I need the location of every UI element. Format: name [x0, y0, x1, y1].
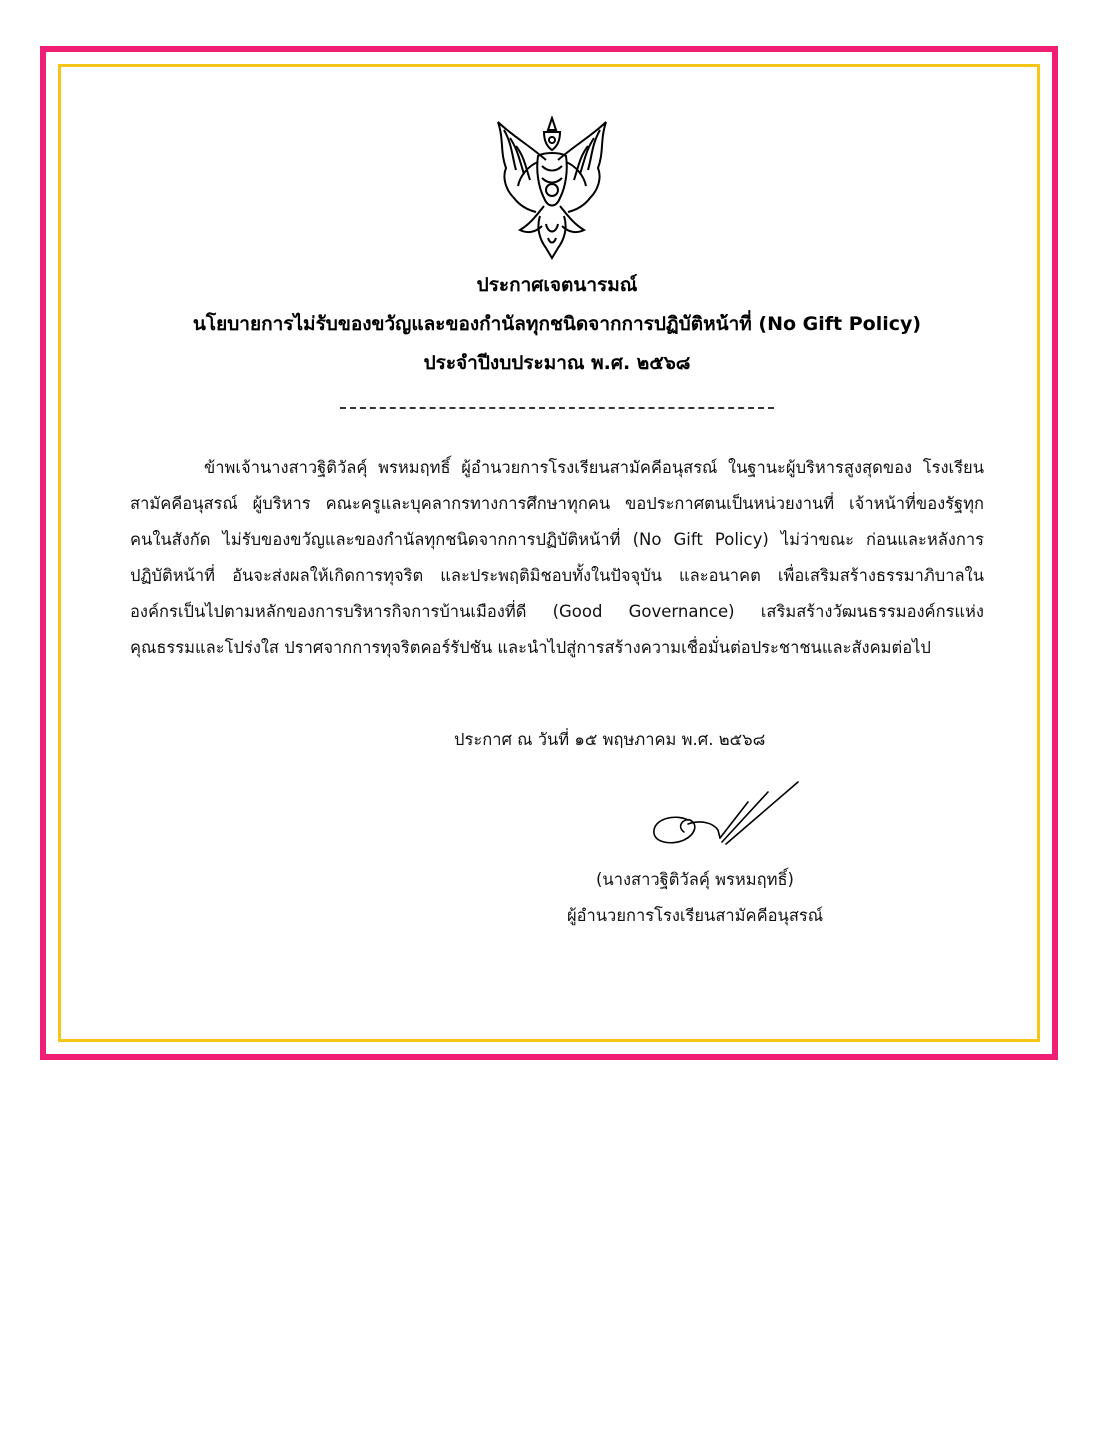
signature-image [648, 778, 808, 856]
signer-position: ผู้อำนวยการโรงเรียนสามัคคีอนุสรณ์ [566, 906, 824, 925]
body-paragraph [130, 450, 984, 666]
body-text: ข้าพเจ้านางสาวฐิติวัลคุ์ พรหมฤทธิ์ ผู้อำนวยการโรงเรียนสามัคคีอนุสรณ์ ในฐานะผู้บริหารสูงสุดของ โรงเรียนสามัคคีอนุสรณ์ ผู้บริหาร คณะครูและบุคลากรทางการศึกษาทุกคน ขอประกาศตนเป็นหน่วยงานที่ เจ้าหน้าที่ของรัฐทุกคนในสังกัด ไม่รับของขวัญและของกำนัลทุกชนิดจากการปฏิบัติหน้าที่ (No Gift Policy) ไม่ว่าขณะ ก่อนและหลังการปฏิบัติหน้าที่ อันจะส่งผลให้เกิดการทุจริต และประพฤติมิชอบทั้งในปัจจุบัน และอนาคต เพื่อเสริมสร้างธรรมาภิบาลในองค์กรเป็นไปตามหลักของการบริหารกิจการบ้านเมืองที่ดี (Good Governance) เสริมสร้างวัฒนธรรมองค์กรแห่งคุณธรรมและโปร่งใส ปราศจากการทุจริตคอร์รัปชัน และนำไปสู่การสร้างความเชื่อมั่นต่อประชาชนและสังคมต่อไป [130, 458, 984, 657]
garuda-emblem-icon [490, 116, 614, 260]
document-title [130, 266, 984, 383]
title-line-1: ประกาศเจตนารมณ์ [476, 274, 638, 296]
title-line-3: ประจำปีงบประมาณ พ.ศ. ๒๕๖๘ [423, 352, 691, 374]
announcement-date: ประกาศ ณ วันที่ ๑๕ พฤษภาคม พ.ศ. ๒๕๖๘ [454, 730, 766, 749]
signer-name: (นางสาวฐิติวัลคุ์ พรหมฤทธิ์) [596, 870, 794, 889]
title-line-2: นโยบายการไม่รับของขวัญและของกำนัลทุกชนิดจากการปฏิบัติหน้าที่ (No Gift Policy) [192, 313, 922, 335]
dashed-divider [340, 407, 774, 409]
